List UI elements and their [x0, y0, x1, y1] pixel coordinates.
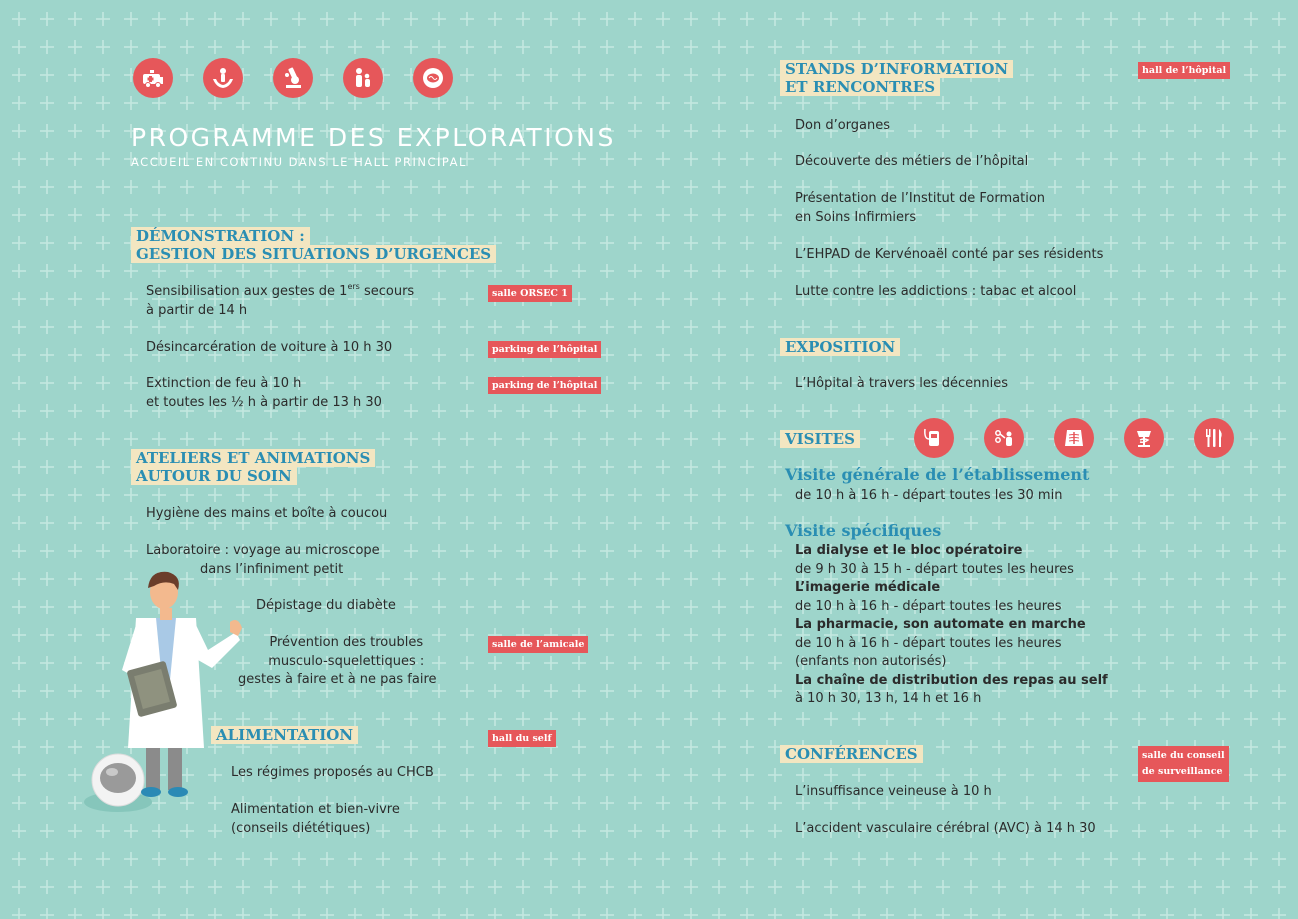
microscope-icon	[273, 58, 313, 98]
visit-s2-time: de 10 h à 16 h - départ toutes les heures	[795, 598, 1062, 614]
alimentation-item-wellbeing-line1: Alimentation et bien-vivre	[231, 802, 400, 817]
stands-item: Découverte des métiers de l’hôpital	[795, 154, 1029, 169]
visit-s1-title: La dialyse et le bloc opératoire	[795, 543, 1023, 558]
stands-item-line1: Présentation de l’Institut de Formation	[795, 191, 1046, 206]
location-tag: hall du self	[488, 730, 556, 747]
pharmacy-icon	[1124, 418, 1164, 458]
ateliers-item-hygiene: Hygiène des mains et boîte à coucou	[146, 506, 388, 521]
stands-item: L’EHPAD de Kervénoaël conté par ses résidents	[795, 247, 1104, 262]
page-subtitle: ACCUEIL EN CONTINU DANS LE HALL PRINCIPAL	[131, 155, 467, 169]
demo-item-first-aid-text: Sensibilisation aux gestes de 1	[146, 284, 348, 299]
ateliers-heading	[131, 449, 375, 485]
visit-s4-time: à 10 h 30, 13 h, 14 h et 16 h	[795, 691, 982, 706]
ateliers-item-lab-line1: Laboratoire : voyage au microscope	[146, 543, 380, 558]
visit-s3-title: La pharmacie, son automate en marche	[795, 617, 1086, 632]
dialysis-icon	[914, 418, 954, 458]
demo-item-first-aid-sup: ers	[347, 282, 360, 291]
ateliers-item-msd-line2: musculo-squelettiques :	[268, 653, 425, 669]
stands-item: Don d’organes	[795, 118, 891, 133]
demonstration-heading	[131, 227, 496, 263]
visit-s4-title: La chaîne de distribution des repas au self	[795, 672, 1108, 688]
conferences-heading	[780, 745, 923, 763]
care-hands-icon	[203, 58, 243, 98]
visit-s3-time: de 10 h à 16 h - départ toutes les heures	[795, 635, 1062, 651]
visit-general-time: de 10 h à 16 h - départ toutes les 30 min	[795, 488, 1063, 503]
visit-specific-list	[795, 542, 1108, 709]
ateliers-item-msd-line3: gestes à faire et à ne pas faire	[238, 672, 437, 687]
visit-s1-time: de 9 h 30 à 15 h - départ toutes les heures	[795, 561, 1074, 577]
exposition-heading	[780, 338, 900, 356]
visit-specific-title: Visite spécifiques	[785, 521, 942, 540]
conferences-tag-line2: de surveillance	[1142, 766, 1223, 777]
visites-heading-text: VISITES	[780, 430, 860, 448]
conferences-tag-line1: salle du conseil	[1142, 750, 1225, 761]
location-tag: salle ORSEC 1	[488, 285, 572, 302]
cutlery-icon	[1194, 418, 1234, 458]
doctor-illustration	[78, 570, 248, 820]
conferences-heading-text: CONFÉRENCES	[780, 745, 923, 763]
visit-general-title: Visite générale de l’établissement	[785, 465, 1090, 484]
demo-item-first-aid-time: à partir de 14 h	[146, 302, 248, 318]
exposition-heading-text: EXPOSITION	[780, 338, 900, 356]
location-tag: parking de l’hôpital	[488, 341, 601, 358]
alimentation-heading-text: ALIMENTATION	[211, 726, 358, 744]
stands-item-line2: en Soins Infirmiers	[795, 209, 917, 225]
alimentation-item-wellbeing-line2: (conseils diététiques)	[231, 820, 371, 836]
ambulance-icon	[133, 58, 173, 98]
ateliers-item-diabetes: Dépistage du diabète	[256, 598, 396, 613]
ateliers-heading-line1: ATELIERS ET ANIMATIONS	[131, 449, 375, 467]
demo-item-fire	[146, 375, 382, 412]
surgery-icon	[984, 418, 1024, 458]
location-tag: parking de l’hôpital	[488, 377, 601, 394]
demonstration-heading-line1: DÉMONSTRATION :	[131, 227, 310, 245]
ateliers-item-lab-line2: dans l’infiniment petit	[200, 561, 344, 577]
page-title: PROGRAMME DES EXPLORATIONS	[131, 123, 616, 152]
ateliers-item-msd-line1: Prévention des troubles	[269, 635, 424, 650]
demo-item-first-aid-text2: secours	[359, 284, 415, 299]
demo-item-fire-line2: et toutes les ½ h à partir de 13 h 30	[146, 394, 382, 410]
stands-item: Lutte contre les addictions : tabac et alcool	[795, 284, 1077, 299]
alimentation-item-diets: Les régimes proposés au CHCB	[231, 765, 434, 780]
stands-heading	[780, 60, 1013, 96]
ateliers-heading-line2: AUTOUR DU SOIN	[131, 467, 297, 485]
stands-heading-line1: STANDS D’INFORMATION	[780, 60, 1013, 78]
child-care-icon	[343, 58, 383, 98]
location-tag: salle de l’amicale	[488, 636, 588, 653]
xray-icon	[1054, 418, 1094, 458]
stands-heading-line2: ET RENCONTRES	[780, 78, 940, 96]
location-tag	[1138, 746, 1229, 782]
conference-item: L’insuffisance veineuse à 10 h	[795, 784, 992, 799]
visit-s3-note: (enfants non autorisés)	[795, 654, 947, 669]
demonstration-heading-line2: GESTION DES SITUATIONS D’URGENCES	[131, 245, 496, 263]
visites-heading	[780, 430, 860, 448]
brain-icon	[413, 58, 453, 98]
stands-item	[795, 190, 1045, 227]
demo-item-extraction: Désincarcération de voiture à 10 h 30	[146, 340, 393, 355]
alimentation-heading	[211, 726, 358, 744]
alimentation-item-wellbeing	[231, 801, 400, 838]
demo-item-first-aid	[146, 283, 414, 320]
exposition-item: L’Hôpital à travers les décennies	[795, 376, 1008, 391]
conference-item: L’accident vasculaire cérébral (AVC) à 14 h 30	[795, 821, 1096, 836]
ateliers-item-msd	[238, 634, 437, 690]
visit-s2-title: L’imagerie médicale	[795, 580, 941, 595]
location-tag: hall de l’hôpital	[1138, 62, 1230, 79]
demo-item-fire-line1: Extinction de feu à 10 h	[146, 376, 302, 391]
